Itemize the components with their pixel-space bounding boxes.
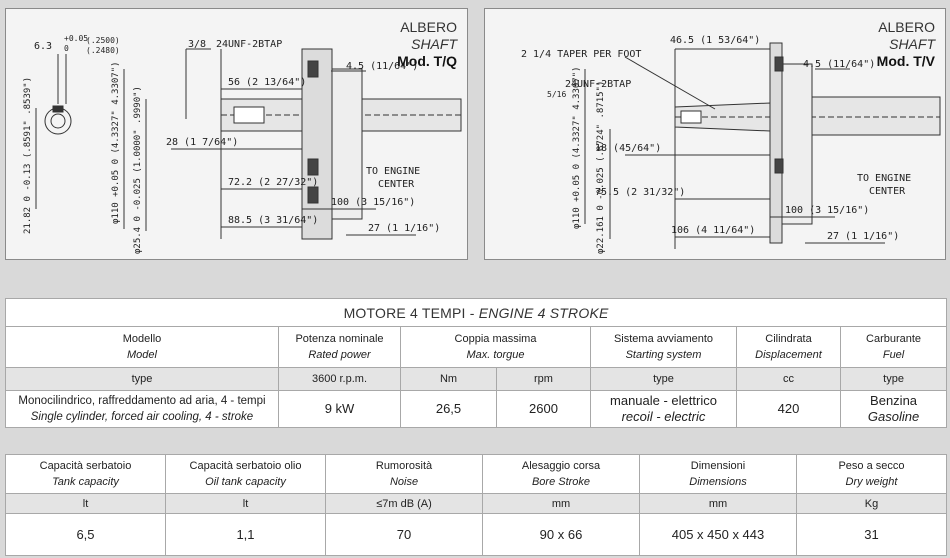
header-row xyxy=(6,327,947,368)
shaft-tv-title xyxy=(877,19,935,70)
shaft-drawing-tq xyxy=(5,8,468,260)
header-dimensions: Dimensioni Dimensions xyxy=(640,455,797,494)
shaft-drawing-tv xyxy=(484,8,946,260)
value-fuel: Benzina Gasoline xyxy=(841,391,947,428)
value-torque-rpm: 2600 xyxy=(497,391,591,428)
key-width-label: 6.3 xyxy=(34,41,53,52)
shaft-label: SHAFT xyxy=(411,36,457,52)
value-bore-stroke: 90 x 66 xyxy=(483,514,640,556)
thread-label: 24UNF-2BTAP xyxy=(565,79,632,90)
engine-center-line1: TO ENGINE xyxy=(857,173,912,184)
header-tank: Capacità serbatoio Tank capacity xyxy=(6,455,166,494)
units-row: type 3600 r.p.m. Nm rpm type cc type xyxy=(6,368,947,391)
value-starting: manuale - elettrico recoil - electric xyxy=(591,391,737,428)
svg-text:(.2500): (.2500) xyxy=(86,36,120,45)
table-title-en: ENGINE 4 STROKE xyxy=(478,304,609,321)
svg-text:0: 0 xyxy=(64,44,69,53)
taper-label: 2 1/4 TAPER PER FOOT xyxy=(521,49,642,60)
header-starting: Sistema avviamento Starting system xyxy=(591,327,737,368)
header-row xyxy=(6,455,947,494)
dia-22-label: φ22.161 0 -0.025 (.8724" .8715") xyxy=(596,80,606,254)
shaft-label: SHAFT xyxy=(889,36,935,52)
albero-label: ALBERO xyxy=(878,19,935,35)
dim-100-label: 100 (3 15/16") xyxy=(331,197,416,208)
value-oil-tank: 1,1 xyxy=(166,514,326,556)
value-dry-weight: 31 xyxy=(797,514,947,556)
header-bore-stroke: Alesaggio corsa Bore Stroke xyxy=(483,455,640,494)
dia-2182-label: 21.82 0 -0.13 (.8591" .8539") xyxy=(23,76,33,234)
engine-spec-table xyxy=(5,298,947,428)
dim-75-5-label: 75.5 (2 31/32") xyxy=(595,187,686,198)
engine-center-line2: CENTER xyxy=(378,179,415,190)
dim-72-label: 72.2 (2 27/32") xyxy=(228,177,319,188)
thread-label: 24UNF-2BTAP xyxy=(216,39,283,50)
svg-text:+0.05: +0.05 xyxy=(64,34,89,43)
dim-28-label: 28 (1 7/64") xyxy=(166,137,239,148)
dim-106-label: 106 (4 11/64") xyxy=(671,225,756,236)
header-noise: Rumorosità Noise xyxy=(326,455,483,494)
header-oil-tank: Capacità serbatoio olio Oil tank capacity xyxy=(166,455,326,494)
header-dry-weight: Peso a secco Dry weight xyxy=(797,455,947,494)
value-displacement: 420 xyxy=(737,391,841,428)
dim-88-label: 88.5 (3 31/64") xyxy=(228,215,319,226)
value-model: Monocilindrico, raffreddamento ad aria, 4 - tempi Single cylinder, forced air cooling, 4 - stroke xyxy=(6,391,279,428)
dia-110-label: φ110 +0.05 0 (4.3327" 4.3307") xyxy=(111,61,121,224)
header-model: Modello Model xyxy=(6,327,279,368)
header-power: Potenza nominale Rated power xyxy=(279,327,401,368)
engine-center-line1: TO ENGINE xyxy=(366,166,421,177)
value-torque-nm: 26,5 xyxy=(401,391,497,428)
dim-56-label: 56 (2 13/64") xyxy=(228,77,307,88)
dim-46-5-label: 46.5 (1 53/64") xyxy=(670,35,761,46)
dim-4-5-label: 4.5 (11/64") xyxy=(346,61,419,72)
albero-label: ALBERO xyxy=(400,19,457,35)
table-title-row: MOTORE 4 TEMPI - ENGINE 4 STROKE xyxy=(6,299,947,327)
dia-25-label: φ25.4 0 -0.025 (1.0000" .9990") xyxy=(133,86,143,254)
shaft-tq-title xyxy=(397,19,457,70)
dia-110-label: φ110 +0.05 0 (4.3327" 4.3307") xyxy=(572,66,582,229)
dim-18-label: 18 (45/64") xyxy=(595,143,662,154)
units-row: lt lt ≤7m dB (A) mm mm Kg xyxy=(6,494,947,514)
header-torque: Coppia massima Max. torgue xyxy=(401,327,591,368)
capacity-spec-table xyxy=(5,454,947,556)
values-row xyxy=(6,514,947,556)
values-row xyxy=(6,391,947,428)
engine-center-line2: CENTER xyxy=(869,186,906,197)
shaft-section-inner xyxy=(51,114,65,128)
svg-text:(.2480): (.2480) xyxy=(86,46,120,55)
table-title-it: MOTORE 4 TEMPI xyxy=(343,304,466,321)
value-tank: 6,5 xyxy=(6,514,166,556)
thread-fraction-label: 5/16 xyxy=(547,90,567,99)
dim-4-5-label: 4.5 (11/64") xyxy=(803,59,876,70)
value-noise: 70 xyxy=(326,514,483,556)
thread-size-label: 3/8 xyxy=(188,39,207,50)
header-fuel: Carburante Fuel xyxy=(841,327,947,368)
header-displacement: Cilindrata Displacement xyxy=(737,327,841,368)
model-tq-label: Mod. T/Q xyxy=(397,53,457,69)
dim-100-label: 100 (3 15/16") xyxy=(785,205,870,216)
model-tv-label: Mod. T/V xyxy=(876,53,935,69)
flange xyxy=(770,43,782,243)
dim-27-label: 27 (1 1/16") xyxy=(368,223,441,234)
value-power: 9 kW xyxy=(279,391,401,428)
dim-27-label: 27 (1 1/16") xyxy=(827,231,900,242)
value-dimensions: 405 x 450 x 443 xyxy=(640,514,797,556)
